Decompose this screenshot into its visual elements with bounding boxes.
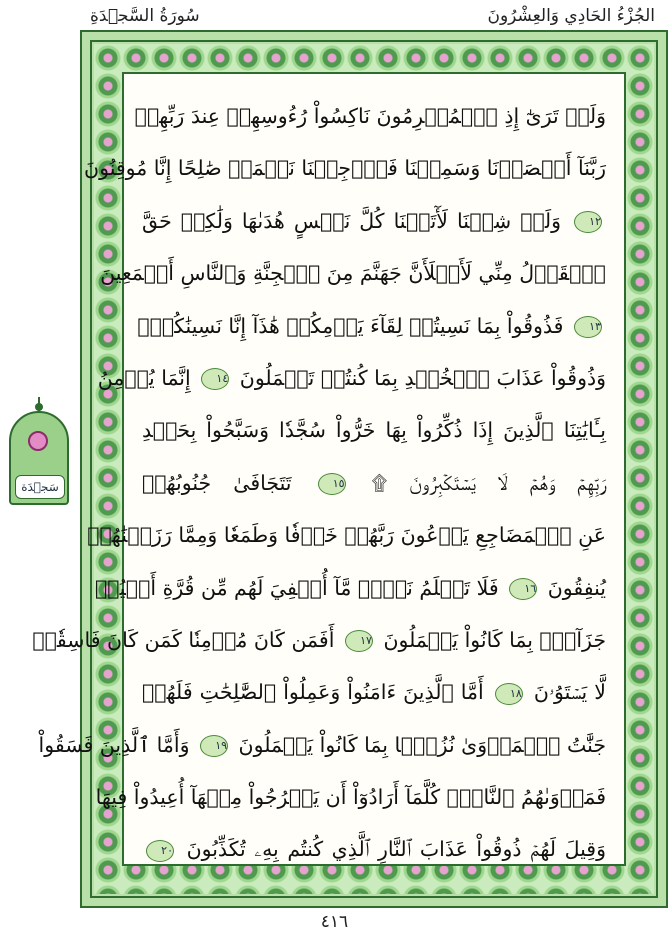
verse-text: جَزَآءَۢ بِمَا كَانُواْ يَعۡمَلُونَ [383,627,606,652]
ayah-number-marker: ١٧ [345,630,373,652]
text-line [142,457,606,509]
verse-text: جَنَّٰتُ ٱلۡمَأۡوَىٰ نُزُلَۢا بِمَا كَانُواْ يَعۡمَلُونَ [238,732,606,757]
verse-text: رَبَّنَآ أَبۡصَرۡنَا وَسَمِعۡنَا فَٱرۡجِعۡنَا نَعۡمَلۡ صَٰلِحًا إِنَّا مُوقِنُونَ [84,156,606,181]
verse-text: رَبِّهِمۡ وَهُمۡ لَا يَسۡتَكۡبِرُونَ ۩ [371,470,606,495]
verse-text: أَفَمَن كَانَ مُؤۡمِنٗا كَمَن كَانَ فَاسِقٗاۚ [32,627,335,652]
verse-text: وَذُوقُواْ عَذَابَ ٱلۡخُلۡدِ بِمَا كُنتُمۡ تَعۡمَلُونَ [239,365,606,390]
surah-title: سُورَةُ السَّجۡدَةِ [90,6,200,26]
ayah-number-marker: ١٨ [495,683,523,705]
badge-knob [35,403,43,411]
text-line [38,719,606,771]
verse-text: لَّا يَسۡتَوُۥنَ [533,680,606,705]
sajda-label: سَجۡدَة [15,475,65,499]
text-line [134,90,606,142]
page-number: ٤١٦ [320,912,349,932]
verse-text: أَمَّا ٱلَّذِينَ ءَامَنُواْ وَعَمِلُواْ ٱلصَّٰلِحَٰتِ فَلَهُمۡ [142,680,484,705]
text-line [87,509,606,561]
ayah-number-marker: ١٤ [201,368,229,390]
verse-text: عَنِ ٱلۡمَضَاجِعِ يَدۡعُونَ رَبَّهُمۡ خَوۡفٗا وَطَمَعٗا وَمِمَّا رَزَقۡنَٰهُمۡ [87,523,606,548]
sajda-marker-badge [6,397,72,509]
text-line [97,352,606,404]
text-line [84,142,606,194]
verse-text: وَقِيلَ لَهُمۡ ذُوقُواْ عَذَابَ ٱلنَّارِ ٱلَّذِي كُنتُم بِهِۦ تُكَذِّبُونَ [186,837,606,862]
text-line [142,666,606,718]
text-line [137,300,606,352]
verse-text: وَلَوۡ شِئۡنَا لَأٓتَيۡنَا كُلَّ نَفۡسٍ هُدَىٰهَا وَلَٰكِنۡ حَقَّ [142,208,561,233]
text-line [94,562,606,614]
ayah-number-marker: ١٦ [509,578,537,600]
verse-text: إِنَّمَا يُؤۡمِنُ [97,365,191,390]
verse-text: ٱلۡقَوۡلُ مِنِّي لَأَمۡلَأَنَّ جَهَنَّمَ مِنَ ٱلۡجِنَّةِ وَٱلنَّاسِ أَجۡمَعِينَ [100,261,606,286]
text-line [100,247,606,299]
verse-text: فَمَأۡوَىٰهُمُ ٱلنَّارُۖ كُلَّمَآ أَرَادُوٓاْ أَن يَخۡرُجُواْ مِنۡهَآ أُعِيدُواْ فِيهَا [95,785,606,810]
ayah-number-marker: ١٣ [574,316,602,338]
ayah-number-marker: ١٢ [574,211,602,233]
text-line [142,823,606,875]
verse-text: وَلَوۡ تَرَىٰٓ إِذِ ٱلۡمُجۡرِمُونَ نَاكِسُواْ رُءُوسِهِمۡ عِندَ رَبِّهِمۡ [134,104,606,128]
text-line [95,771,606,823]
verse-text: تَتَجَافَىٰ جُنُوبُهُمۡ [142,470,292,495]
ayah-number-marker: ١٥ [318,473,346,495]
verse-text: فَذُوقُواْ بِمَا نَسِيتُمۡ لِقَآءَ يَوۡمِكُمۡ هَٰذَآ إِنَّا نَسِينَٰكُمۡۖ [137,313,564,338]
text-line [142,195,606,247]
verse-text: بِـَٔايَٰتِنَا ٱلَّذِينَ إِذَا ذُكِّرُواْ بِهَا خَرُّواْ سُجَّدٗا وَسَبَّحُواْ بِحَمۡدِ [142,418,606,443]
flower-ornament-icon [28,431,48,451]
verse-text: وَأَمَّا ٱلَّذِينَ فَسَقُواْ [38,732,190,757]
ayah-number-marker: ٢٠ [146,840,174,862]
verse-text: يُنفِقُونَ [547,575,606,600]
verse-text: فَلَا تَعۡلَمُ نَفۡسٞ مَّآ أُخۡفِيَ لَهُم مِّن قُرَّةِ أَعۡيُنٖ [94,575,499,600]
text-line [32,614,606,666]
text-line [142,404,606,456]
ayah-number-marker: ١٩ [200,735,228,757]
juz-title: الجُزْءُ الحَادِي وَالعِشْرُونَ [487,6,655,26]
